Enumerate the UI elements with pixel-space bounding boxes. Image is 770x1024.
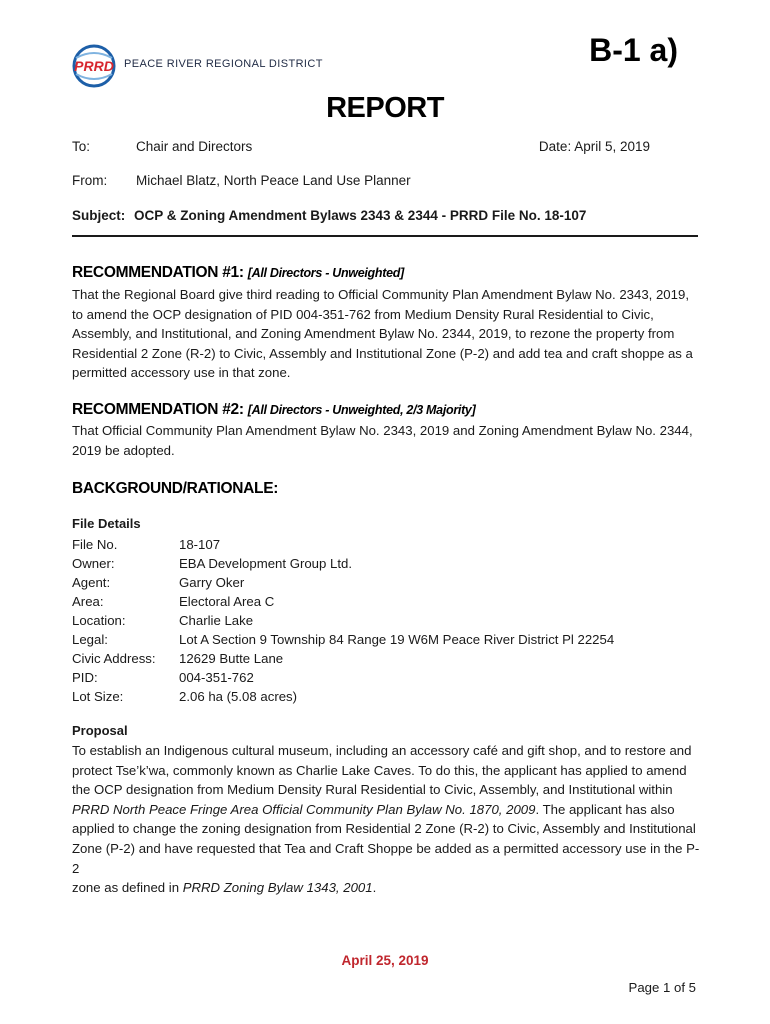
proposal-title: Proposal (72, 723, 128, 738)
detail-label: File No. (72, 537, 118, 552)
text-fragment: zone as defined in (72, 880, 183, 896)
to-label: To: (72, 139, 91, 154)
detail-value: EBA Development Group Ltd. (179, 556, 353, 571)
footer-date: April 25, 2019 (341, 953, 429, 968)
detail-label: Lot Size: (72, 689, 124, 704)
prrd-logo (68, 44, 120, 88)
report-date: Date: April 5, 2019 (538, 139, 650, 154)
detail-row (72, 573, 614, 592)
text-line: protect Tse’k’wa, commonly known as Charlie Lake Caves. To do this, the applicant has applied to amend (72, 762, 687, 778)
zoning-bylaw-title: PRRD Zoning Bylaw 1343, 2001 (182, 880, 373, 896)
text-line: That Official Community Plan Amendment Bylaw No. 2343, 2019 and Zoning Amendment Bylaw No. 2344, (72, 423, 693, 438)
detail-row (72, 687, 614, 706)
detail-label: Location: (72, 613, 126, 628)
recommendation-1-heading (72, 264, 404, 282)
text-line: applied to change the zoning designation from Residential 2 Zone (R-2) to Civic, Assembly and Institutional (72, 821, 696, 837)
recommendation-1-title: RECOMMENDATION #1: (72, 264, 244, 281)
text-line (72, 800, 702, 820)
detail-row (72, 630, 614, 649)
text-fragment: . The applicant has also (535, 801, 675, 817)
to-value: Chair and Directors (136, 139, 253, 154)
recommendation-2-heading (72, 401, 475, 419)
text-line: permitted accessory use in that zone. (72, 365, 291, 381)
recommendation-2-note: [All Directors - Unweighted, 2/3 Majority] (247, 403, 476, 417)
org-name: PEACE RIVER REGIONAL DISTRICT (124, 58, 323, 70)
detail-value: Lot A Section 9 Township 84 Range 19 W6M Peace River District Pl 22254 (179, 632, 615, 647)
text-line: Zone (P-2) and have requested that Tea and Craft Shoppe be added as a permitted accessory use in the P-2 (72, 840, 700, 876)
text-line: the OCP designation from Medium Density Rural Residential to Civic, Assembly, and Institutional within (72, 782, 673, 798)
proposal-text (72, 741, 702, 898)
report-title: REPORT (326, 92, 444, 124)
detail-label: Agent: (72, 575, 111, 590)
detail-label: Owner: (72, 556, 115, 571)
file-details-table (72, 535, 614, 706)
subject-value: OCP & Zoning Amendment Bylaws 2343 & 2344 - PRRD File No. 18-107 (134, 208, 587, 223)
detail-row (72, 649, 614, 668)
detail-value: Garry Oker (179, 575, 245, 590)
subject-label: Subject: (72, 208, 126, 223)
detail-value: 004-351-762 (179, 670, 254, 685)
recommendation-1-note: [All Directors - Unweighted] (247, 266, 404, 280)
detail-value: Electoral Area C (179, 594, 275, 609)
detail-row (72, 611, 614, 630)
detail-value: Charlie Lake (179, 613, 254, 628)
detail-row (72, 592, 614, 611)
text-line: to amend the OCP designation of PID 004-351-762 from Medium Density Rural Residential to Civic, (72, 306, 654, 322)
recommendation-2-title: RECOMMENDATION #2: (72, 401, 244, 418)
page-number: Page 1 of 5 (628, 980, 696, 995)
recommendation-2-text (72, 421, 702, 460)
text-line: Residential 2 Zone (R-2) to Civic, Assembly and Institutional Zone (P-2) and add tea and craft shoppe as a (72, 345, 693, 361)
subject-line (72, 208, 586, 223)
detail-row (72, 535, 614, 554)
from-label: From: (72, 173, 108, 188)
detail-label: PID: (72, 670, 98, 685)
text-line: That the Regional Board give third reading to Official Community Plan Amendment Bylaw No. 2343, 2019, (72, 287, 689, 302)
detail-row (72, 554, 614, 573)
detail-label: Area: (72, 594, 104, 609)
detail-label: Legal: (72, 632, 108, 647)
detail-row (72, 668, 614, 687)
background-heading: BACKGROUND/RATIONALE: (72, 480, 279, 497)
header-divider (72, 235, 698, 237)
detail-label: Civic Address: (72, 651, 156, 666)
from-value: Michael Blatz, North Peace Land Use Planner (136, 173, 411, 188)
detail-value: 2.06 ha (5.08 acres) (179, 689, 298, 704)
detail-value: 12629 Butte Lane (179, 651, 284, 666)
text-fragment: . (372, 880, 377, 896)
text-line (72, 878, 702, 898)
logo-text: PRRD (74, 58, 114, 74)
file-details-title: File Details (72, 516, 141, 531)
detail-value: 18-107 (179, 537, 221, 552)
report-code: B-1 a) (589, 32, 678, 68)
text-line: Assembly, and Institutional, and Zoning Amendment Bylaw No. 2344, 2019, to rezone the property from (72, 326, 675, 342)
text-line: To establish an Indigenous cultural museum, including an accessory café and gift shop, and to restore and (72, 743, 692, 758)
ocp-bylaw-title: PRRD North Peace Fringe Area Official Community Plan Bylaw No. 1870, 2009 (72, 801, 536, 817)
recommendation-1-text (72, 285, 702, 383)
text-line: 2019 be adopted. (72, 442, 175, 458)
